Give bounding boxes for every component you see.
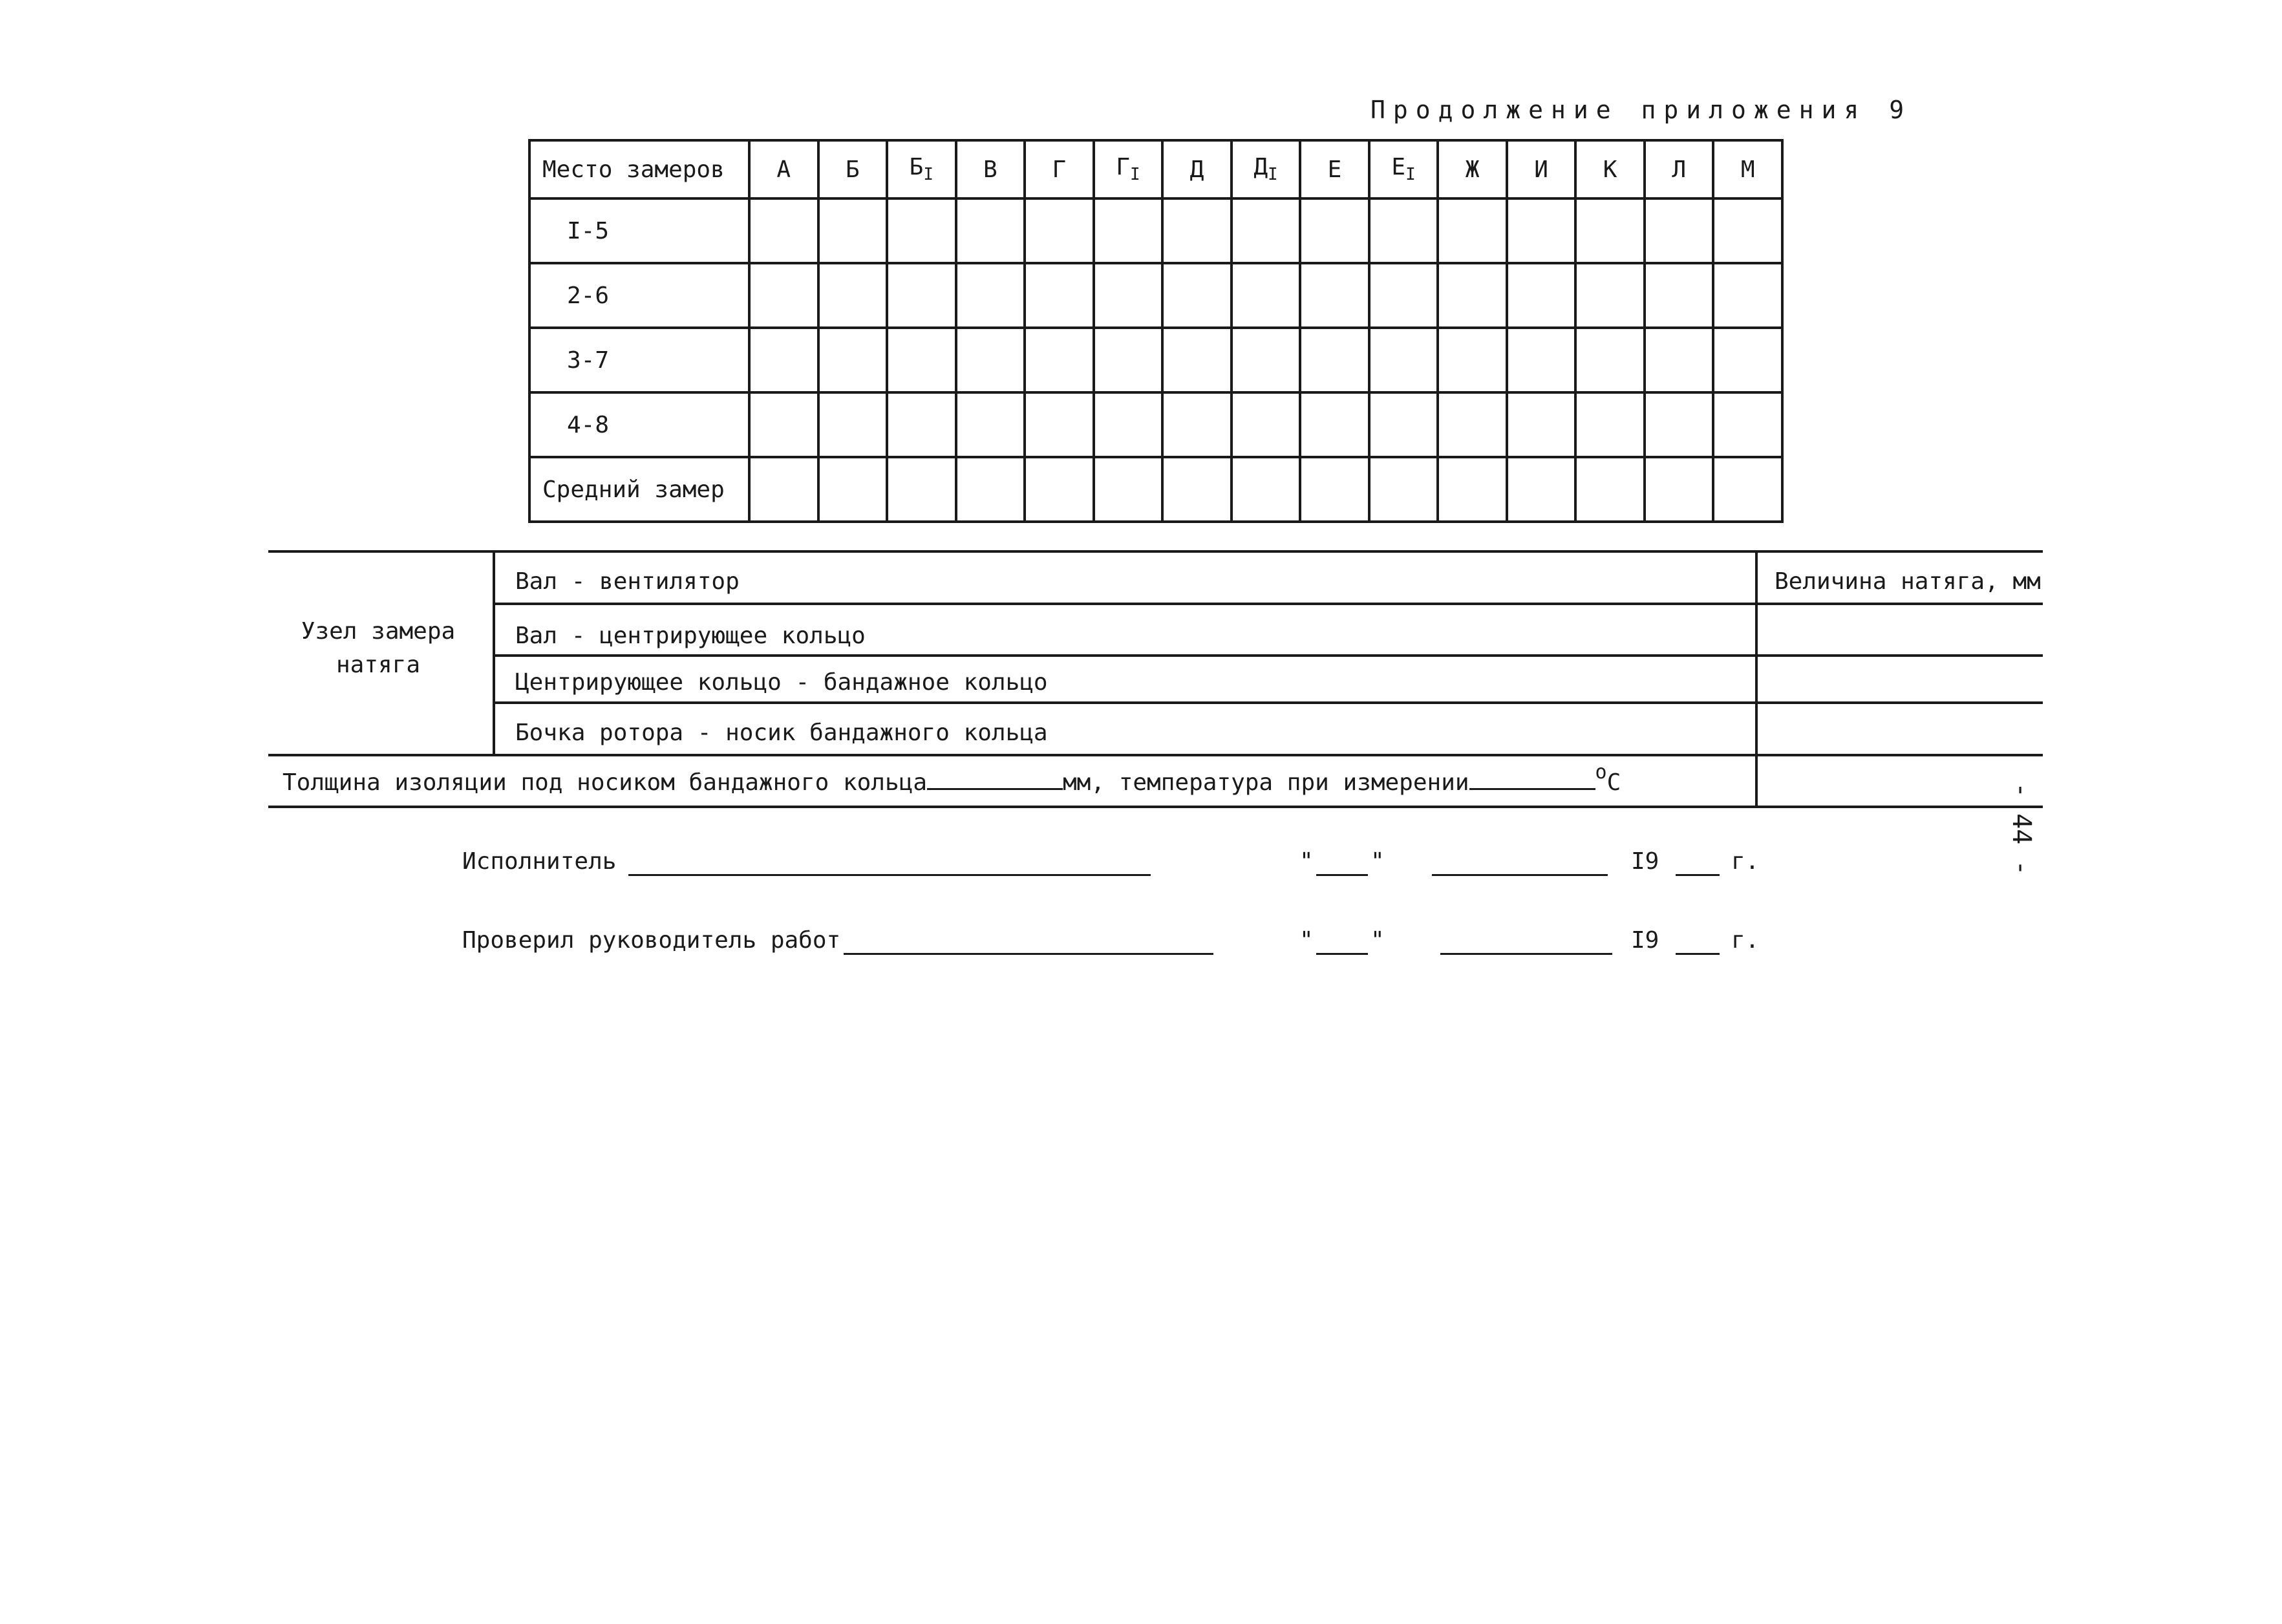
- measurement-cell[interactable]: [749, 328, 818, 392]
- checker-quote-open: ": [1299, 927, 1314, 954]
- row-label: 4-8: [529, 392, 749, 457]
- measurement-cell[interactable]: [1438, 392, 1507, 457]
- measurement-cell[interactable]: [1025, 198, 1094, 263]
- measurement-cell[interactable]: [1713, 457, 1782, 522]
- measurement-cell[interactable]: [956, 457, 1025, 522]
- column-header: И: [1507, 140, 1576, 198]
- table-row: [529, 198, 1782, 263]
- tension-row-shaft-centering-ring: Вал - центрирующее кольцо: [515, 623, 866, 649]
- column-header: Б: [818, 140, 888, 198]
- measurement-cell[interactable]: [1645, 392, 1714, 457]
- table-row: [529, 328, 1782, 392]
- measurement-cell[interactable]: [1575, 392, 1645, 457]
- measurement-cell[interactable]: [749, 198, 818, 263]
- measurement-cell[interactable]: [1575, 328, 1645, 392]
- measurement-cell[interactable]: [1232, 198, 1301, 263]
- tension-row-shaft-fan: Вал - вентилятор: [515, 568, 740, 595]
- checker-year-field[interactable]: [1676, 953, 1720, 955]
- measurement-cell[interactable]: [1094, 328, 1163, 392]
- measurement-cell[interactable]: [1162, 328, 1232, 392]
- measurement-cell[interactable]: [1300, 263, 1369, 328]
- measurement-cell[interactable]: [956, 392, 1025, 457]
- executor-signature-field[interactable]: [628, 874, 1151, 876]
- row-label: Средний замер: [529, 457, 749, 522]
- measurement-cell[interactable]: [1369, 263, 1438, 328]
- measurement-cell[interactable]: [1645, 198, 1714, 263]
- measurement-cell[interactable]: [1025, 263, 1094, 328]
- measurement-cell[interactable]: [818, 392, 888, 457]
- column-header: $Д_I$: [1232, 140, 1301, 198]
- measurement-cell[interactable]: [887, 198, 956, 263]
- measurement-cell[interactable]: [1575, 457, 1645, 522]
- table-row: [529, 392, 1782, 457]
- measurement-cell[interactable]: [1232, 457, 1301, 522]
- row-label: 2-6: [529, 263, 749, 328]
- executor-year-suffix: г.: [1731, 848, 1760, 875]
- checker-year-prefix: I9: [1631, 927, 1659, 954]
- measurement-cell[interactable]: [1713, 263, 1782, 328]
- column-header: К: [1575, 140, 1645, 198]
- measurement-cell[interactable]: [1300, 392, 1369, 457]
- measurement-cell[interactable]: [1713, 198, 1782, 263]
- executor-quote-open: ": [1299, 848, 1314, 875]
- measurement-cell[interactable]: [1025, 392, 1094, 457]
- measurement-cell[interactable]: [1369, 198, 1438, 263]
- measurement-cell[interactable]: [1575, 263, 1645, 328]
- tension-block: [268, 550, 2043, 809]
- measurement-cell[interactable]: [1162, 392, 1232, 457]
- executor-day-field[interactable]: [1316, 874, 1368, 876]
- measurement-cell[interactable]: [1162, 263, 1232, 328]
- measurement-cell[interactable]: [1438, 198, 1507, 263]
- measurement-cell[interactable]: [1300, 328, 1369, 392]
- measurement-cell[interactable]: [1300, 198, 1369, 263]
- checker-day-field[interactable]: [1316, 953, 1368, 955]
- measurement-cell[interactable]: [1094, 457, 1163, 522]
- table-row: [529, 263, 1782, 328]
- column-header: Ж: [1438, 140, 1507, 198]
- measurement-cell[interactable]: [749, 457, 818, 522]
- measurement-cell[interactable]: [1713, 328, 1782, 392]
- corner-label: Место замеров: [529, 140, 749, 198]
- measurement-cell[interactable]: [1025, 328, 1094, 392]
- measurement-cell[interactable]: [1438, 457, 1507, 522]
- checker-year-suffix: г.: [1731, 927, 1760, 954]
- column-header: $Г_I$: [1094, 140, 1163, 198]
- measurement-cell[interactable]: [818, 328, 888, 392]
- executor-label: Исполнитель: [462, 848, 617, 875]
- executor-month-field[interactable]: [1432, 874, 1608, 876]
- measurement-cell[interactable]: [1369, 457, 1438, 522]
- measurement-cell[interactable]: [1162, 457, 1232, 522]
- measurement-cell[interactable]: [1507, 457, 1576, 522]
- measurement-cell[interactable]: [1438, 328, 1507, 392]
- measurement-cell[interactable]: [1025, 457, 1094, 522]
- column-header: М: [1713, 140, 1782, 198]
- measurement-cell[interactable]: [1162, 198, 1232, 263]
- measurement-cell[interactable]: [1438, 263, 1507, 328]
- tension-row-centering-banding-ring: Центрирующее кольцо - бандажное кольцо: [515, 669, 1048, 696]
- executor-year-prefix: I9: [1631, 848, 1659, 875]
- column-header: Е: [1300, 140, 1369, 198]
- measurement-cell[interactable]: [1645, 328, 1714, 392]
- measurement-cell[interactable]: [956, 198, 1025, 263]
- insulation-thickness-field[interactable]: [927, 769, 1063, 790]
- column-header: В: [956, 140, 1025, 198]
- measurement-cell[interactable]: [1232, 263, 1301, 328]
- measurement-cell[interactable]: [1094, 263, 1163, 328]
- table-row: [529, 457, 1782, 522]
- tension-value-header: Величина натяга, мм: [1775, 568, 2041, 595]
- measurement-cell[interactable]: [1369, 328, 1438, 392]
- tension-row-rotor-banding-nose: Бочка ротора - носик бандажного кольца: [515, 720, 1048, 746]
- measurement-cell[interactable]: [1232, 328, 1301, 392]
- measurement-cell[interactable]: [1507, 328, 1576, 392]
- executor-year-field[interactable]: [1676, 874, 1720, 876]
- checker-signature-field[interactable]: [844, 953, 1213, 955]
- column-header: Л: [1645, 140, 1714, 198]
- row-label: I-5: [529, 198, 749, 263]
- measurement-cell[interactable]: [1713, 392, 1782, 457]
- page-header: Продолжение приложения 9: [1370, 96, 1912, 124]
- executor-quote-close: ": [1370, 848, 1385, 875]
- measurement-cell[interactable]: [956, 263, 1025, 328]
- column-header: Д: [1162, 140, 1232, 198]
- page-number: - 44 -: [2007, 782, 2036, 876]
- measurement-cell[interactable]: [818, 198, 888, 263]
- measurement-cell[interactable]: [887, 263, 956, 328]
- measurement-cell[interactable]: [1232, 392, 1301, 457]
- temperature-field[interactable]: [1469, 769, 1595, 790]
- measurement-table: [528, 139, 1784, 523]
- measurement-cell[interactable]: [749, 263, 818, 328]
- tension-node-label: Узел замера натяга: [301, 618, 456, 678]
- measurement-cell[interactable]: [1507, 198, 1576, 263]
- insulation-line: Толщина изоляции под носиком бандажного кольца мм, температура при измерении $^о$С: [283, 761, 1621, 796]
- measurement-cell[interactable]: [1507, 392, 1576, 457]
- measurement-cell[interactable]: [818, 457, 888, 522]
- checker-quote-close: ": [1370, 927, 1385, 954]
- measurement-cell[interactable]: [1645, 263, 1714, 328]
- measurement-cell[interactable]: [1507, 263, 1576, 328]
- row-label: 3-7: [529, 328, 749, 392]
- column-header: $Е_I$: [1369, 140, 1438, 198]
- column-header: А: [749, 140, 818, 198]
- checker-month-field[interactable]: [1440, 953, 1612, 955]
- measurement-cell[interactable]: [1300, 457, 1369, 522]
- measurement-cell[interactable]: [818, 263, 888, 328]
- measurement-cell[interactable]: [1575, 198, 1645, 263]
- measurement-cell[interactable]: [749, 392, 818, 457]
- measurement-cell[interactable]: [887, 328, 956, 392]
- measurement-cell[interactable]: [1094, 392, 1163, 457]
- checker-label: Проверил руководитель работ: [462, 927, 841, 954]
- measurement-cell[interactable]: [887, 457, 956, 522]
- measurement-cell[interactable]: [887, 392, 956, 457]
- measurement-cell[interactable]: [1645, 457, 1714, 522]
- column-header: Г: [1025, 140, 1094, 198]
- measurement-cell[interactable]: [1094, 198, 1163, 263]
- measurement-cell[interactable]: [1369, 392, 1438, 457]
- column-header: $Б_I$: [887, 140, 956, 198]
- measurement-cell[interactable]: [956, 328, 1025, 392]
